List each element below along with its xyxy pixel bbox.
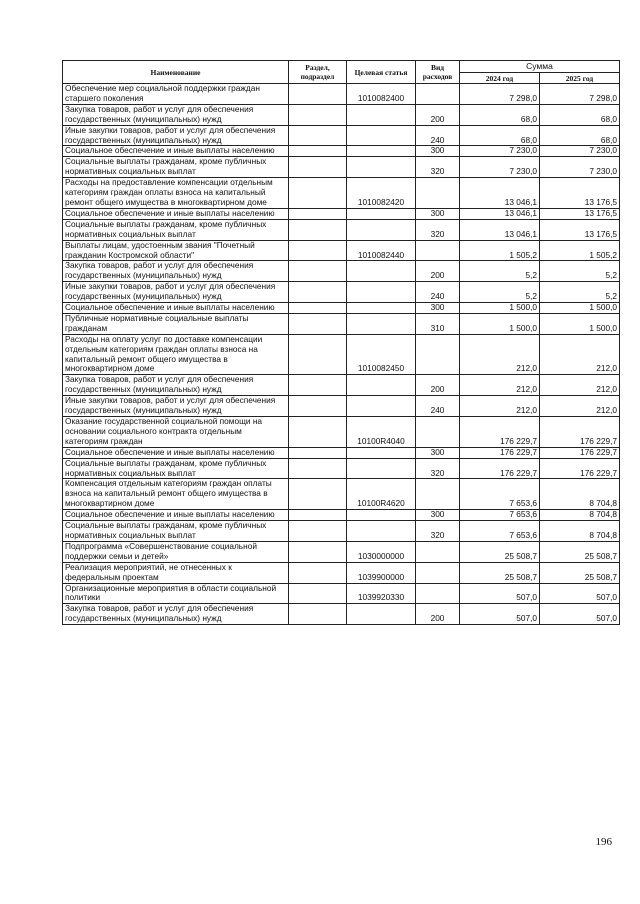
cell-sum-2025: 176 229,7 [540,458,620,479]
table-row [63,178,620,209]
cell-section [289,178,347,209]
cell-sum-2024: 176 229,7 [460,417,540,448]
cell-section [289,261,347,282]
table-row [63,146,620,157]
cell-target [347,157,416,178]
cell-type: 320 [416,219,460,240]
table-row [63,240,620,261]
cell-sum-2025: 176 229,7 [540,417,620,448]
cell-type: 310 [416,313,460,334]
cell-target [347,447,416,458]
cell-section [289,84,347,105]
cell-sum-2024: 5,2 [460,282,540,303]
cell-name: Закупка товаров, работ и услуг для обеспечения государственных (муниципальных) нужд [63,261,289,282]
cell-sum-2025: 212,0 [540,396,620,417]
header-sum: Сумма [460,61,620,73]
cell-target [347,282,416,303]
cell-sum-2025: 7 298,0 [540,84,620,105]
table-row [63,447,620,458]
table-body [63,84,620,625]
cell-name: Социальное обеспечение и иные выплаты населению [63,510,289,521]
cell-name: Организационные мероприятия в области социальной политики [63,583,289,604]
cell-target [347,303,416,314]
table-row [63,219,620,240]
cell-type [416,178,460,209]
cell-sum-2024: 212,0 [460,396,540,417]
cell-name: Обеспечение мер социальной поддержки граждан старшего поколения [63,84,289,105]
table-row [63,583,620,604]
header-target: Целевая статья [347,61,416,84]
cell-sum-2025: 7 230,0 [540,146,620,157]
cell-sum-2024: 5,2 [460,261,540,282]
cell-type: 300 [416,447,460,458]
cell-type: 320 [416,458,460,479]
cell-sum-2024: 212,0 [460,375,540,396]
cell-section [289,417,347,448]
cell-sum-2025: 1 500,0 [540,303,620,314]
table-row [63,303,620,314]
table-row [63,313,620,334]
cell-name: Социальные выплаты гражданам, кроме публичных нормативных социальных выплат [63,219,289,240]
cell-sum-2024: 25 508,7 [460,541,540,562]
cell-sum-2024: 507,0 [460,583,540,604]
cell-sum-2024: 7 653,6 [460,479,540,510]
table-row [63,282,620,303]
table-row [63,541,620,562]
cell-sum-2025: 1 505,2 [540,240,620,261]
cell-sum-2025: 7 230,0 [540,157,620,178]
cell-sum-2024: 7 230,0 [460,146,540,157]
cell-sum-2024: 68,0 [460,104,540,125]
cell-type [416,84,460,105]
cell-section [289,125,347,146]
cell-target [347,521,416,542]
table-row [63,458,620,479]
cell-sum-2025: 8 704,8 [540,510,620,521]
cell-name: Иные закупки товаров, работ и услуг для обеспечения государственных (муниципальных) нужд [63,396,289,417]
cell-section [289,219,347,240]
cell-sum-2024: 7 230,0 [460,157,540,178]
cell-sum-2024: 7 653,6 [460,521,540,542]
cell-target: 10100R4040 [347,417,416,448]
cell-sum-2024: 1 500,0 [460,303,540,314]
cell-sum-2024: 507,0 [460,604,540,625]
cell-name: Закупка товаров, работ и услуг для обеспечения государственных (муниципальных) нужд [63,375,289,396]
cell-sum-2025: 13 176,5 [540,208,620,219]
cell-name: Иные закупки товаров, работ и услуг для обеспечения государственных (муниципальных) нужд [63,282,289,303]
table-row [63,334,620,375]
header-name: Наименование [63,61,289,84]
cell-name: Расходы на оплату услуг по доставке компенсации отдельным категориям граждан оплаты взноса на капитальный ремонт общего имущества в многоквартирном доме [63,334,289,375]
budget-table [62,60,620,625]
cell-sum-2025: 8 704,8 [540,479,620,510]
cell-target: 1010082400 [347,84,416,105]
cell-sum-2025: 507,0 [540,604,620,625]
cell-sum-2025: 1 500,0 [540,313,620,334]
cell-name: Подпрограмма «Совершенствование социальной поддержки семьи и детей» [63,541,289,562]
cell-name: Социальное обеспечение и иные выплаты населению [63,447,289,458]
table-row [63,396,620,417]
cell-target [347,261,416,282]
cell-name: Закупка товаров, работ и услуг для обеспечения государственных (муниципальных) нужд [63,104,289,125]
table-row [63,604,620,625]
cell-name: Выплаты лицам, удостоенным звания "Почетный гражданин Костромской области" [63,240,289,261]
cell-sum-2024: 13 046,1 [460,208,540,219]
cell-sum-2024: 7 298,0 [460,84,540,105]
cell-sum-2025: 507,0 [540,583,620,604]
cell-section [289,396,347,417]
cell-target [347,219,416,240]
page-number: 196 [595,836,612,848]
cell-type: 240 [416,396,460,417]
cell-section [289,208,347,219]
cell-section [289,240,347,261]
cell-name: Закупка товаров, работ и услуг для обеспечения государственных (муниципальных) нужд [63,604,289,625]
table-row [63,375,620,396]
cell-section [289,104,347,125]
cell-sum-2024: 13 046,1 [460,178,540,209]
cell-target [347,396,416,417]
cell-name: Социальные выплаты гражданам, кроме публичных нормативных социальных выплат [63,458,289,479]
cell-target [347,146,416,157]
table-row [63,125,620,146]
cell-sum-2024: 212,0 [460,334,540,375]
cell-type [416,240,460,261]
cell-target [347,510,416,521]
cell-type: 300 [416,146,460,157]
cell-type: 200 [416,261,460,282]
table-header [63,61,620,84]
cell-sum-2025: 5,2 [540,261,620,282]
cell-target: 1010082450 [347,334,416,375]
header-year-2025: 2025 год [540,73,620,84]
cell-type [416,541,460,562]
cell-sum-2025: 13 176,5 [540,178,620,209]
cell-type: 320 [416,521,460,542]
cell-type: 300 [416,303,460,314]
table-row [63,562,620,583]
table-row [63,208,620,219]
cell-section [289,146,347,157]
table-row [63,84,620,105]
cell-section [289,157,347,178]
cell-section [289,604,347,625]
cell-sum-2025: 25 508,7 [540,541,620,562]
table-row [63,261,620,282]
cell-name: Компенсация отдельным категориям граждан оплаты взноса на капитальный ремонт общего имущества в многоквартирном доме [63,479,289,510]
cell-target: 1010082420 [347,178,416,209]
cell-sum-2025: 5,2 [540,282,620,303]
cell-section [289,583,347,604]
cell-section [289,479,347,510]
cell-type: 240 [416,125,460,146]
cell-sum-2025: 13 176,5 [540,219,620,240]
table-row [63,157,620,178]
cell-section [289,334,347,375]
cell-target [347,104,416,125]
cell-target: 1010082440 [347,240,416,261]
cell-name: Социальное обеспечение и иные выплаты населению [63,208,289,219]
cell-type [416,562,460,583]
cell-target [347,604,416,625]
cell-section [289,375,347,396]
table-row [63,417,620,448]
cell-name: Публичные нормативные социальные выплаты гражданам [63,313,289,334]
cell-section [289,562,347,583]
cell-target: 1039920330 [347,583,416,604]
cell-type: 320 [416,157,460,178]
cell-sum-2025: 212,0 [540,375,620,396]
cell-sum-2024: 176 229,7 [460,458,540,479]
cell-type [416,334,460,375]
cell-sum-2025: 68,0 [540,125,620,146]
cell-section [289,458,347,479]
cell-section [289,541,347,562]
cell-sum-2024: 7 653,6 [460,510,540,521]
cell-name: Социальное обеспечение и иные выплаты населению [63,303,289,314]
cell-name: Оказание государственной социальной помощи на основании социального контракта отдельным категориям граждан [63,417,289,448]
cell-type: 200 [416,375,460,396]
cell-sum-2024: 13 046,1 [460,219,540,240]
cell-sum-2024: 1 500,0 [460,313,540,334]
header-section: Раздел, подраздел [289,61,347,84]
cell-sum-2025: 176 229,7 [540,447,620,458]
table-row [63,104,620,125]
cell-target: 1039900000 [347,562,416,583]
cell-name: Расходы на предоставление компенсации отдельным категориям граждан оплаты взноса на капитальный ремонт общего имущества в многоквартирном доме [63,178,289,209]
cell-name: Реализация мероприятий, не отнесенных к федеральным проектам [63,562,289,583]
cell-sum-2024: 25 508,7 [460,562,540,583]
cell-section [289,521,347,542]
cell-sum-2024: 176 229,7 [460,447,540,458]
cell-name: Иные закупки товаров, работ и услуг для обеспечения государственных (муниципальных) нужд [63,125,289,146]
cell-type: 300 [416,208,460,219]
cell-section [289,303,347,314]
table-row [63,521,620,542]
cell-name: Социальные выплаты гражданам, кроме публичных нормативных социальных выплат [63,521,289,542]
cell-sum-2024: 1 505,2 [460,240,540,261]
cell-type [416,417,460,448]
cell-type [416,479,460,510]
cell-type: 240 [416,282,460,303]
cell-type [416,583,460,604]
cell-type: 300 [416,510,460,521]
cell-section [289,510,347,521]
cell-target [347,458,416,479]
cell-sum-2025: 68,0 [540,104,620,125]
cell-sum-2024: 68,0 [460,125,540,146]
cell-sum-2025: 8 704,8 [540,521,620,542]
cell-target [347,208,416,219]
table-row [63,479,620,510]
header-type: Вид расходов [416,61,460,84]
cell-sum-2025: 25 508,7 [540,562,620,583]
cell-section [289,282,347,303]
cell-target: 10100R4620 [347,479,416,510]
cell-name: Социальные выплаты гражданам, кроме публичных нормативных социальных выплат [63,157,289,178]
cell-type: 200 [416,104,460,125]
cell-target [347,375,416,396]
cell-section [289,313,347,334]
cell-section [289,447,347,458]
cell-target: 1030000000 [347,541,416,562]
header-year-2024: 2024 год [460,73,540,84]
cell-name: Социальное обеспечение и иные выплаты населению [63,146,289,157]
table-row [63,510,620,521]
cell-sum-2025: 212,0 [540,334,620,375]
cell-type: 200 [416,604,460,625]
cell-target [347,125,416,146]
cell-target [347,313,416,334]
